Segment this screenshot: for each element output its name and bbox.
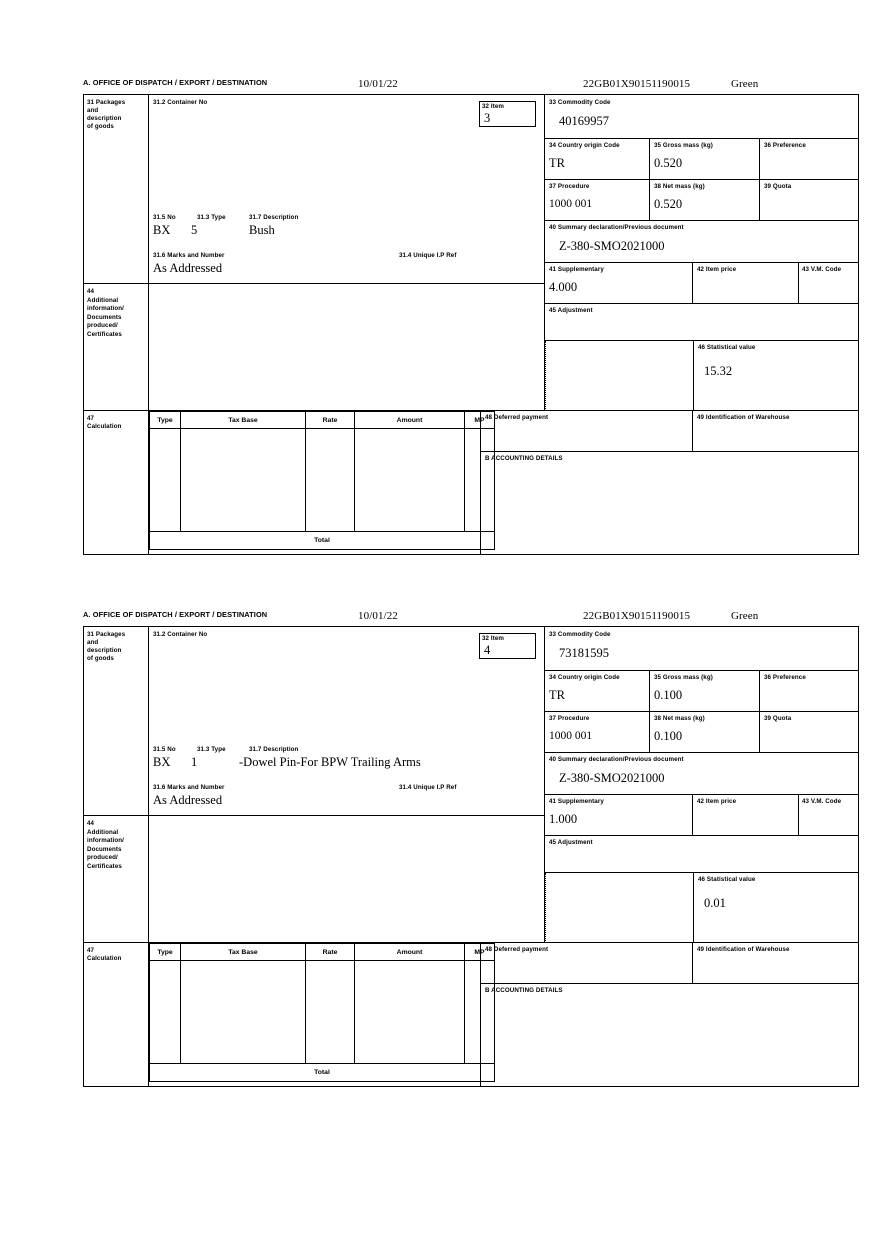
package-type-value: BX [153,223,171,237]
box-42-label: 42 Item price [697,266,737,273]
package-count-value: 5 [191,223,198,237]
box-31-6-marks-label-2: 31.6 Marks and Number [153,784,225,791]
box-31-label-1: 31 Packages [87,99,126,106]
net-mass-value-2: 0.100 [654,729,683,743]
box-39-quota-2[interactable] [760,712,858,753]
commodity-code-value-2: 73181595 [559,646,609,660]
box-47-label-1b: 47 [87,947,95,954]
box-b-accounting-details[interactable] [480,452,858,554]
office-of-dispatch-label-2: A. OFFICE OF DISPATCH / EXPORT / DESTINATION [83,610,268,619]
box-32-item-number[interactable] [479,101,536,127]
total-label-2: Total [150,1064,495,1082]
form-header [83,78,861,94]
col-type-2: Type [150,944,181,961]
box-46-label: 46 Statistical value [698,344,756,351]
box-48-deferred-payment[interactable] [480,411,693,452]
box-44-label-5: produced/ [87,322,118,330]
box-44-label-3: information/ [87,305,124,313]
box-34-country-origin[interactable] [545,139,650,180]
box-38-label-2: 38 Net mass (kg) [654,715,705,722]
box-31-5-no-label-2: 31.5 No [153,746,176,753]
box-31-label-3-2: description [87,647,122,654]
box-33-label: 33 Commodity Code [549,99,611,106]
box-47-label-1: 47 [87,415,95,422]
net-mass-value: 0.520 [654,197,683,211]
box-31-label-3: description [87,115,122,122]
box-40-previous-document[interactable] [545,221,858,263]
country-origin-value: TR [549,156,565,170]
box-31-packages-2 [84,627,149,816]
box-49-label-2: 49 Identification of Warehouse [697,946,790,953]
calculation-table-2[interactable] [149,943,495,1082]
cell-type-2[interactable] [150,961,181,1064]
commodity-code-value: 40169957 [559,114,609,128]
box-31-6-marks-label: 31.6 Marks and Number [153,252,225,259]
declaration-body [83,94,859,555]
marks-and-numbers-value: As Addressed [153,261,223,275]
cell-rate[interactable] [306,429,355,532]
box-34-label-2: 34 Country origin Code [549,674,620,681]
box-36-preference-2[interactable] [760,671,858,712]
box-31-3-type-label: 31.3 Type [197,214,226,221]
box-31-4-unique-ip-ref-label-2: 31.4 Unique I.P Ref [399,784,457,791]
box-46-blank-left [545,341,693,411]
box-b-label-2: B ACCOUNTING DETAILS [485,987,563,994]
box-40-label-2: 40 Summary declaration/Previous document [549,756,684,763]
col-tax-base: Tax Base [181,412,306,429]
box-49-warehouse-identification[interactable] [693,411,858,452]
declaration-date: 10/01/22 [358,78,398,90]
box-31-4-unique-ip-ref-label: 31.4 Unique I.P Ref [399,252,457,259]
box-44-label-6: Certificates [87,330,122,338]
supplementary-units-value-2: 1.000 [549,812,578,826]
box-44-additional-information-label [84,284,149,411]
box-36-label: 36 Preference [764,142,806,149]
box-34-country-origin-2[interactable] [545,671,650,712]
box-44-label-1: 44 [87,288,95,295]
col-rate: Rate [306,412,355,429]
box-44-label-6b: Certificates [87,862,122,870]
customs-declaration-form-2 [83,610,861,1087]
previous-document-value-2: Z-380-SMO2021000 [559,771,665,785]
col-tax-base-2: Tax Base [181,944,306,961]
box-31-2-container-no-label: 31.2 Container No [153,99,208,106]
box-31-label-2: and [87,107,99,114]
box-45-label-2: 45 Adjustment [549,839,593,846]
box-35-gross-mass-2[interactable] [650,671,760,712]
box-44-label-4b: Documents [87,845,122,853]
cell-tax-base[interactable] [181,429,306,532]
declaration-date-2: 10/01/22 [358,610,398,622]
box-39-quota[interactable] [760,180,858,221]
marks-and-numbers-value-2: As Addressed [153,793,223,807]
box-44-label-3b: information/ [87,837,124,845]
box-43-label: 43 V.M. Code [802,266,842,273]
box-31-2-container-no-label-2: 31.2 Container No [153,631,208,638]
movement-reference-number: 22GB01X90151190015 [583,78,691,90]
procedure-value: 1000 001 [549,198,593,210]
box-36-preference[interactable] [760,139,858,180]
calculation-table[interactable] [149,411,495,550]
box-43-label-2: 43 V.M. Code [802,798,842,805]
cell-tax-base-2[interactable] [181,961,306,1064]
box-37-label: 37 Procedure [549,183,590,190]
box-48-label: 48 Deferred payment [485,414,549,421]
box-41-label: 41 Supplementary [549,266,604,273]
box-46-statistical-value-2[interactable] [693,873,858,943]
box-41-supplementary-2[interactable] [545,795,693,836]
box-43-vm-code-2[interactable] [799,795,858,836]
supplementary-units-value: 4.000 [549,280,578,294]
box-45-label: 45 Adjustment [549,307,593,314]
declaration-body-2 [83,626,859,1087]
calculation-row-2[interactable] [150,961,495,1064]
total-label: Total [150,532,495,550]
box-32-label-2: 32 Item [482,635,505,642]
cell-amount[interactable] [355,429,465,532]
item-number-value: 3 [484,111,491,125]
box-43-vm-code[interactable] [799,263,858,304]
col-amount-2: Amount [355,944,465,961]
box-38-net-mass-2[interactable] [650,712,760,753]
box-39-label: 39 Quota [764,183,792,190]
form-header-2 [83,610,861,626]
box-44-label-5b: produced/ [87,854,118,862]
box-33-label-2: 33 Commodity Code [549,631,611,638]
package-type-value-2: BX [153,755,171,769]
box-38-net-mass[interactable] [650,180,760,221]
box-44-additional-information-label-2 [84,816,149,943]
box-40-previous-document-2[interactable] [545,753,858,795]
box-45-adjustment-2[interactable] [545,836,858,873]
cell-rate-2[interactable] [306,961,355,1064]
gross-mass-value: 0.520 [654,156,683,170]
box-46-statistical-value[interactable] [693,341,858,411]
box-44-additional-information-content-2[interactable] [149,816,545,943]
col-mp: MP [465,412,495,429]
box-46-label-2: 46 Statistical value [698,876,756,883]
box-32-item-number-2[interactable] [479,633,536,659]
box-31-5-no-label: 31.5 No [153,214,176,221]
box-38-label: 38 Net mass (kg) [654,183,705,190]
calculation-row[interactable] [150,429,495,532]
cell-amount-2[interactable] [355,961,465,1064]
box-44-label-4: Documents [87,313,122,321]
box-b-accounting-details-2[interactable] [480,984,858,1086]
box-42-item-price-2[interactable] [693,795,799,836]
box-31-3-type-label-2: 31.3 Type [197,746,226,753]
col-mp-2: MP [465,944,495,961]
box-47-label-2: Calculation [87,423,122,430]
box-35-label-2: 35 Gross mass (kg) [654,674,713,681]
box-32-label: 32 Item [482,103,505,110]
goods-description-value: Bush [249,223,275,237]
box-44-label-1b: 44 [87,820,95,827]
office-of-dispatch-label: A. OFFICE OF DISPATCH / EXPORT / DESTINATION [83,78,268,87]
box-31-label-4-2: of goods [87,655,114,662]
box-31-7-description-label: 31.7 Description [249,214,299,221]
box-34-label: 34 Country origin Code [549,142,620,149]
box-45-adjustment[interactable] [545,304,858,341]
customs-declaration-form-1 [83,78,861,555]
box-49-label: 49 Identification of Warehouse [697,414,790,421]
calculation-header-row-2 [150,944,495,961]
previous-document-value: Z-380-SMO2021000 [559,239,665,253]
box-44-label-2b: Additional [87,828,119,836]
statistical-value-value-2: 0.01 [704,896,726,910]
box-44-label-2: Additional [87,296,119,304]
box-48-label-2: 48 Deferred payment [485,946,549,953]
box-35-label: 35 Gross mass (kg) [654,142,713,149]
box-31-7-description-label-2: 31.7 Description [249,746,299,753]
box-37-procedure[interactable] [545,180,650,221]
box-b-label: B ACCOUNTING DETAILS [485,455,563,462]
box-39-label-2: 39 Quota [764,715,792,722]
box-31-packages [84,95,149,284]
col-amount: Amount [355,412,465,429]
box-46-blank-left-2 [545,873,693,943]
box-35-gross-mass[interactable] [650,139,760,180]
item-number-value-2: 4 [484,643,491,657]
country-origin-value-2: TR [549,688,565,702]
box-41-label-2: 41 Supplementary [549,798,604,805]
movement-reference-number-2: 22GB01X90151190015 [583,610,691,622]
copy-colour: Green [731,78,759,90]
box-31-label-2-2: and [87,639,99,646]
box-33-commodity-code[interactable] [545,95,858,139]
box-48-deferred-payment-2[interactable] [480,943,693,984]
box-37-label-2: 37 Procedure [549,715,590,722]
box-42-item-price[interactable] [693,263,799,304]
box-31-label-1-2: 31 Packages [87,631,126,638]
cell-type[interactable] [150,429,181,532]
box-47-calculation-label [84,411,149,554]
box-36-label-2: 36 Preference [764,674,806,681]
calculation-header-row [150,412,495,429]
box-40-label: 40 Summary declaration/Previous document [549,224,684,231]
box-41-supplementary[interactable] [545,263,693,304]
package-count-value-2: 1 [191,755,198,769]
col-type: Type [150,412,181,429]
box-44-additional-information-content[interactable] [149,284,545,411]
procedure-value-2: 1000 001 [549,730,593,742]
box-49-warehouse-identification-2[interactable] [693,943,858,984]
calculation-total-row [150,532,495,550]
box-42-label-2: 42 Item price [697,798,737,805]
box-33-commodity-code-2[interactable] [545,627,858,671]
col-rate-2: Rate [306,944,355,961]
box-37-procedure-2[interactable] [545,712,650,753]
calculation-total-row-2 [150,1064,495,1082]
gross-mass-value-2: 0.100 [654,688,683,702]
box-47-calculation-label-2 [84,943,149,1086]
box-47-label-2b: Calculation [87,955,122,962]
copy-colour-2: Green [731,610,759,622]
box-31-label-4: of goods [87,123,114,130]
statistical-value-value: 15.32 [704,364,733,378]
goods-description-value-2: -Dowel Pin-For BPW Trailing Arms [239,755,421,769]
